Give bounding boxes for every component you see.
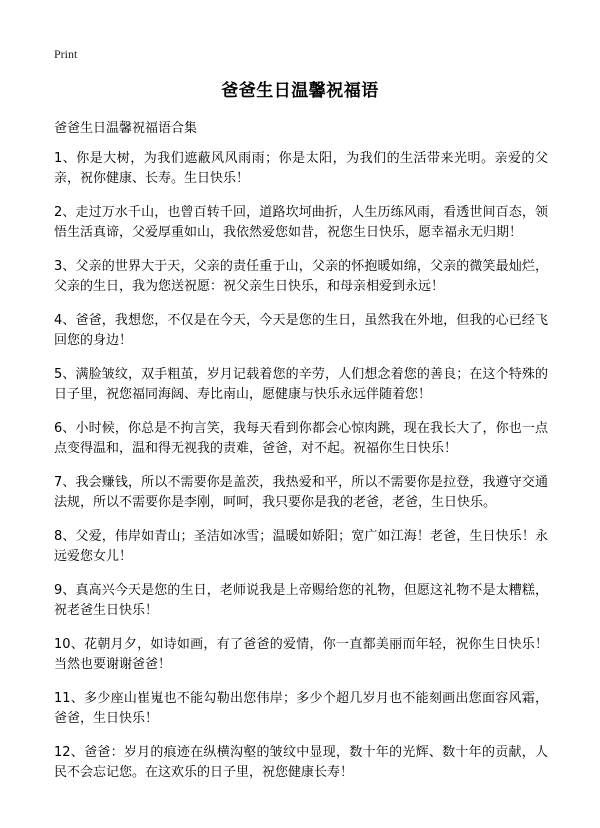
blessing-paragraph: 9、真高兴今天是您的生日，老师说我是上帝赐给您的礼物，但愿这礼物不是太糟糕，祝老爸生日快乐！ (54, 583, 548, 618)
blessing-paragraph: 12、爸爸：岁月的痕迹在纵横沟壑的皱纹中显现，数十年的光辉、数十年的贡献，人民不会忘记您。在这欢乐的日子里，祝您健康长寿！ (54, 745, 548, 780)
print-label: Print (54, 47, 78, 61)
page-title: 爸爸生日温馨祝福语 (221, 81, 379, 101)
document-subtitle: 爸爸生日温馨祝福语合集 (54, 121, 198, 136)
blessing-paragraph: 2、走过万水千山，也曾百转千回，道路坎坷曲折，人生历练风雨，看透世间百态，领悟生活真谛，父爱厚重如山，我依然爱您如昔，祝您生日快乐，愿幸福永无归期！ (54, 205, 548, 240)
blessing-paragraph: 7、我会赚钱，所以不需要你是盖茨，我热爱和平，所以不需要你是拉登，我遵守交通法规，所以不需要你是李刚，呵呵，我只要你是我的老爸，老爸，生日快乐。 (54, 475, 548, 510)
blessing-paragraph: 4、爸爸，我想您，不仅是在今天，今天是您的生日，虽然我在外地，但我的心已经飞回您的身边！ (54, 313, 548, 348)
blessing-paragraph: 6、小时候，你总是不拘言笑，我每天看到你都会心惊肉跳，现在我长大了，你也一点点变得温和，温和得无视我的责难，爸爸，对不起。祝福你生日快乐！ (54, 421, 548, 456)
blessing-paragraph: 10、花朝月夕，如诗如画，有了爸爸的爱情，你一直都美丽而年轻，祝你生日快乐！当然也要谢谢爸爸！ (54, 637, 548, 672)
blessing-paragraph: 5、满脸皱纹，双手粗茧，岁月记载着您的辛劳，人们想念着您的善良；在这个特殊的日子里，祝您福同海阔、寿比南山，愿健康与快乐永远伴随着您！ (54, 367, 548, 402)
blessing-paragraph: 11、多少座山崔嵬也不能勾勒出您伟岸；多少个超几岁月也不能刻画出您面容风霜，爸爸，生日快乐！ (54, 691, 548, 726)
blessing-paragraph: 3、父亲的世界大于天，父亲的责任重于山，父亲的怀抱暖如绵，父亲的微笑最灿烂，父亲的生日，我为您送祝愿：祝父亲生日快乐，和母亲相爱到永远！ (54, 259, 548, 294)
blessing-list (54, 149, 548, 797)
blessing-paragraph: 8、父爱，伟岸如青山；圣洁如冰雪；温暖如娇阳；宽广如江海！老爸，生日快乐！永远爱您女儿！ (54, 529, 548, 564)
blessing-paragraph: 1、你是大树，为我们遮蔽风风雨雨；你是太阳，为我们的生活带来光明。亲爱的父亲，祝你健康、长寿。生日快乐！ (54, 151, 548, 186)
